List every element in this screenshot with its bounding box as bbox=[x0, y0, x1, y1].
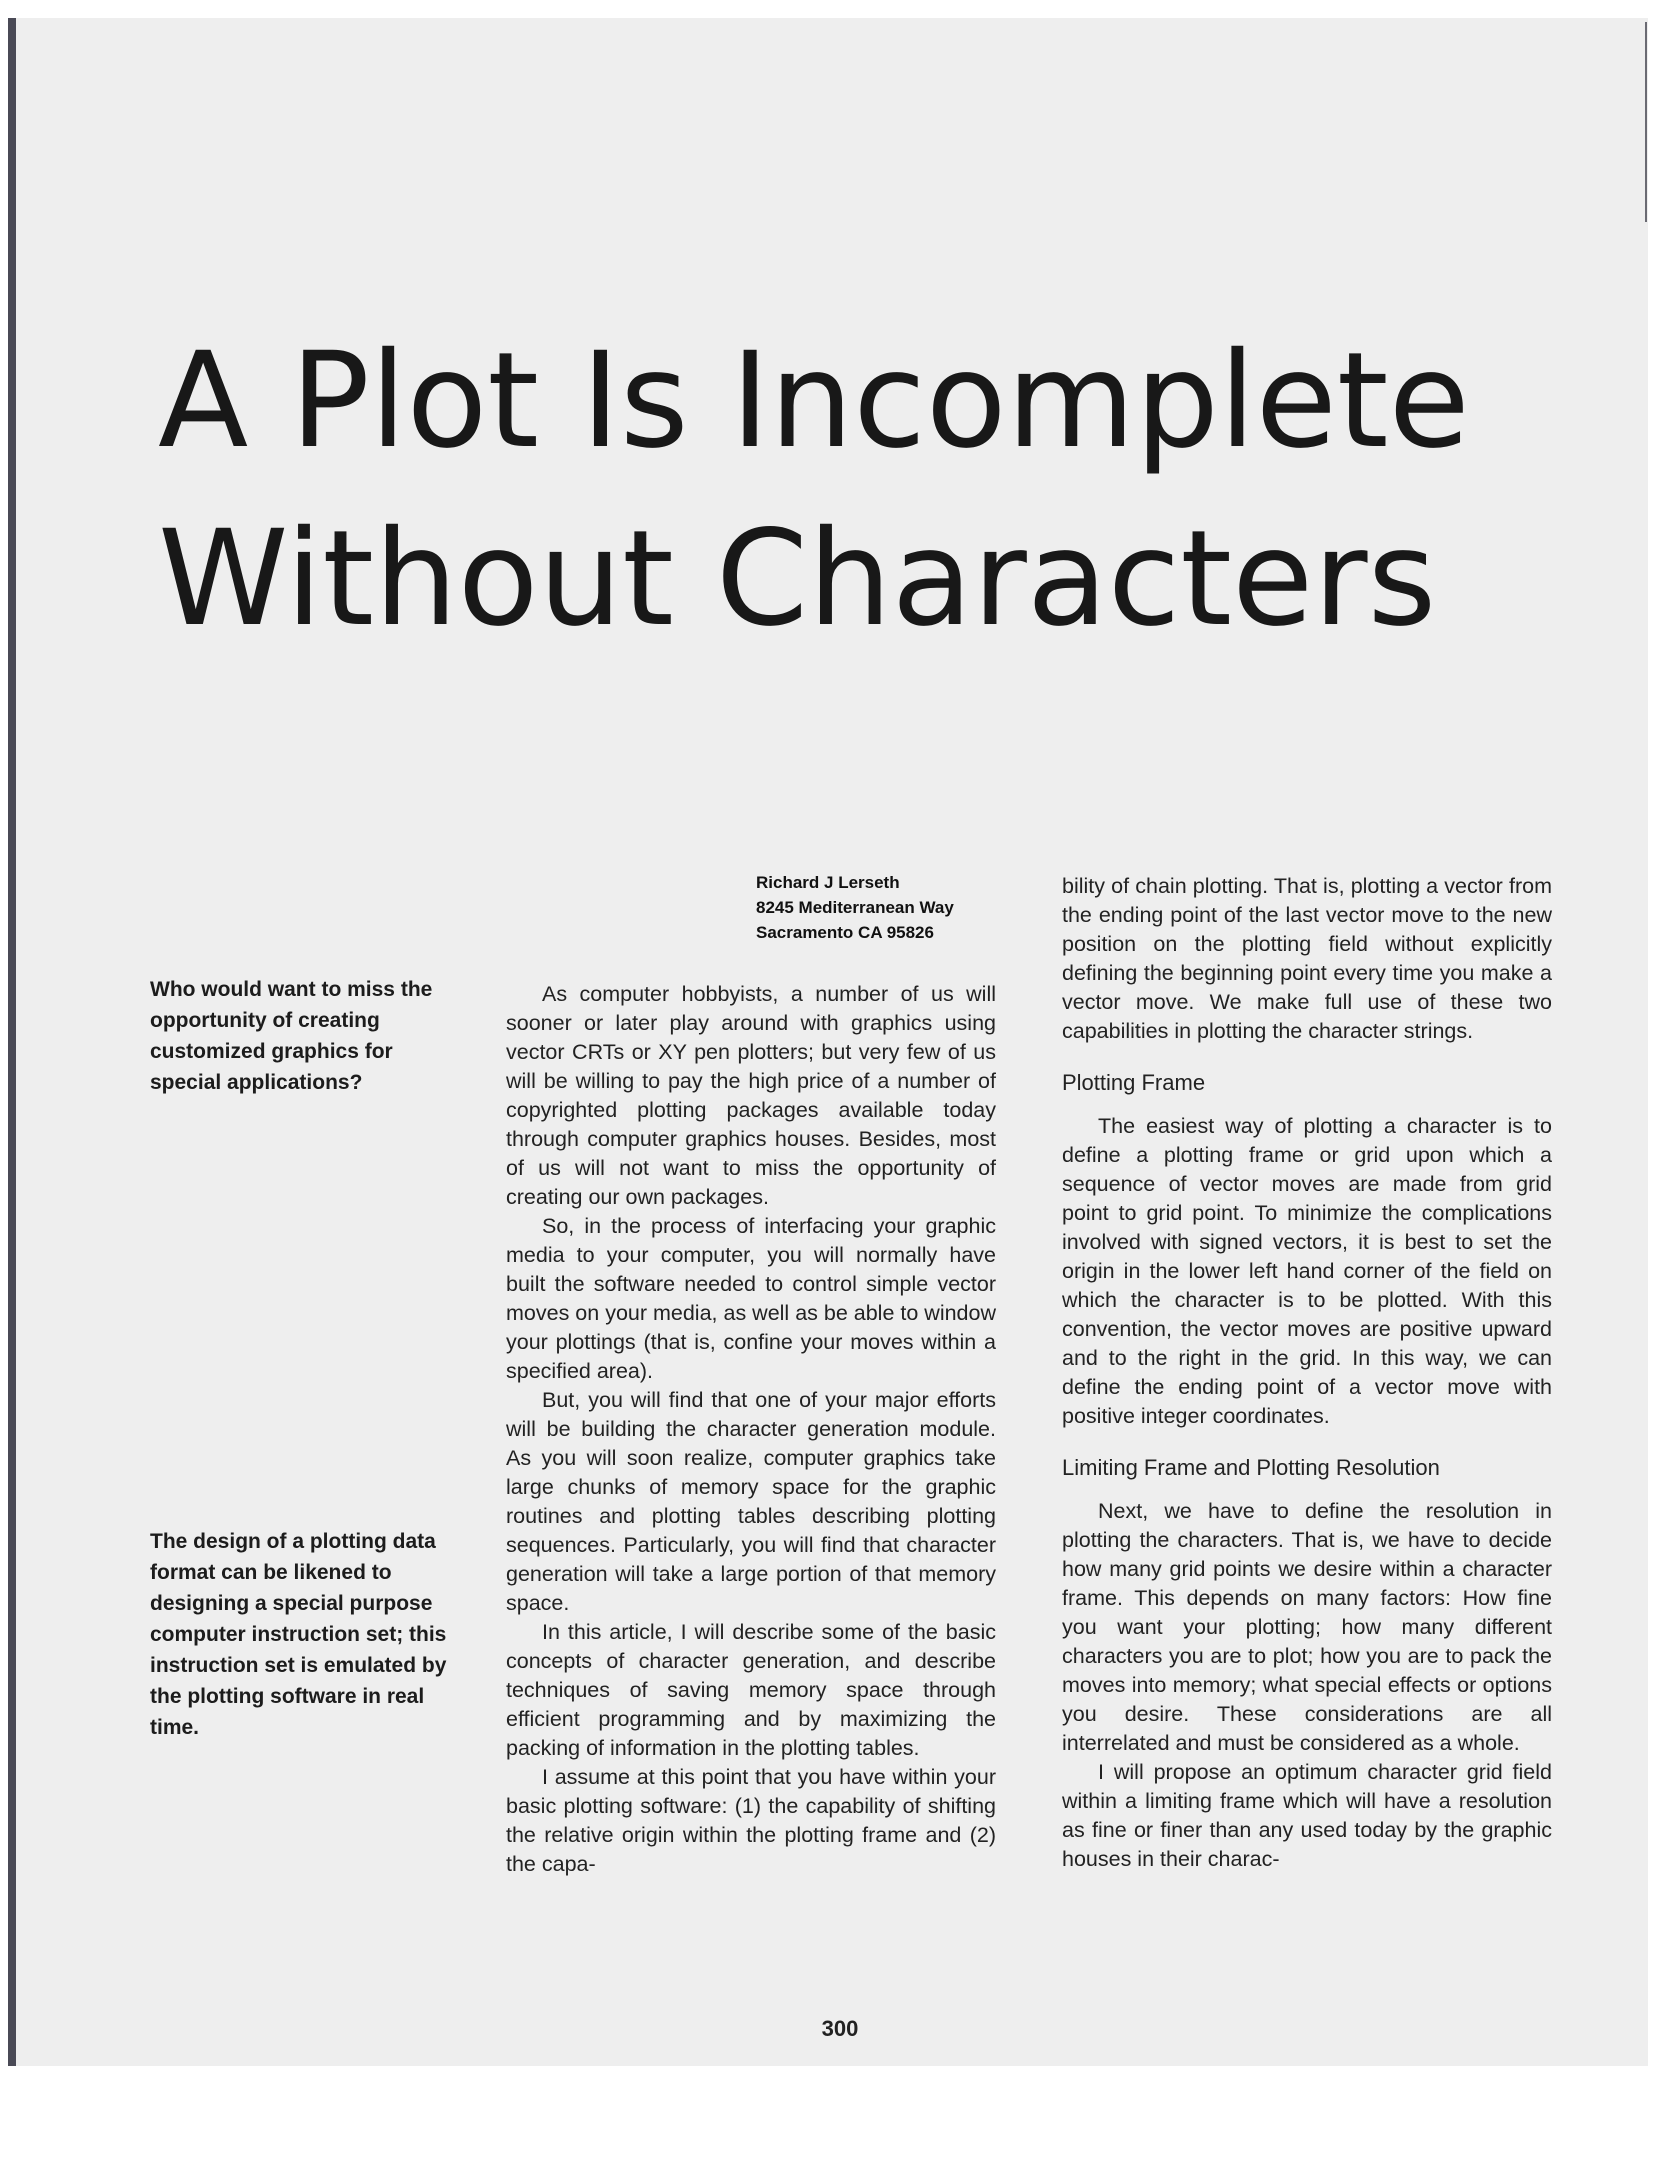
paragraph: I will propose an optimum character grid field within a limiting frame which will have a resolution as fine or finer than any used today by the graphic houses in their charac- bbox=[1062, 1760, 1552, 1871]
page-number: 300 bbox=[821, 2016, 859, 2041]
paragraph: bility of chain plotting. That is, plotting a vector from the ending point of the last vector move to the new position on the plotting field without explicitly defining the beginning point every time you make a vector move. We make full use of these two capabilities in plotting the character strings. bbox=[1062, 874, 1552, 1043]
paragraph: As computer hobbyists, a number of us will sooner or later play around with graphics using vector CRTs or XY pen plotters; but very few of us will be willing to pay the high price of a number of copyrighted plotting packages available today through computer graphics houses. Besides, most of us will not want to miss the opportunity of creating our own packages. bbox=[506, 982, 996, 1209]
paragraph: The easiest way of plotting a character is to define a plotting frame or grid upon which a sequence of vector moves are made from grid point to grid point. To minimize the complications involved with signed vectors, it is best to set the origin in the lower left hand corner of the field on which the character is to be plotted. With this convention, the vector moves are positive upward and to the right in the grid. In this way, we can define the ending point of a vector move with positive integer coordinates. bbox=[1062, 1114, 1552, 1428]
body-column-1 bbox=[506, 980, 996, 1879]
paragraph: I assume at this point that you have within your basic plotting software: (1) the capability of shifting the relative origin within the plotting frame and (2) the capa- bbox=[506, 1765, 996, 1876]
section-heading: Limiting Frame and Plotting Resolution bbox=[1062, 1455, 1440, 1480]
paragraph: So, in the process of interfacing your graphic media to your computer, you will normally have built the software needed to control simple vector moves on your media, as well as be able to window your plottings (that is, confine your moves within a specified area). bbox=[506, 1214, 996, 1383]
page-right-edge bbox=[1645, 22, 1647, 222]
section-heading: Plotting Frame bbox=[1062, 1070, 1206, 1095]
pull-quote-1: Who would want to miss the opportunity of creating customized graphics for special applications? bbox=[150, 978, 433, 1094]
author-byline bbox=[756, 870, 1056, 945]
body-column-2 bbox=[1062, 872, 1552, 1874]
page-left-edge bbox=[8, 18, 16, 2066]
author-street: 8245 Mediterranean Way bbox=[756, 898, 954, 917]
article-title bbox=[158, 312, 1508, 668]
paragraph: Next, we have to define the resolution in plotting the characters. That is, we have to decide how many grid points we desire within a character frame. This depends on many factors: How fine you want your plotting; how many different characters you are to plot; how you are to pack the moves into memory; what special effects or options you desire. These considerations are all interrelated and must be considered as a whole. bbox=[1062, 1499, 1552, 1755]
paragraph: But, you will find that one of your major efforts will be building the character generation module. As you will soon realize, computer graphics take large chunks of memory space for the graphic routines and plotting tables describing plotting sequences. Particularly, you will find that character generation will take a large portion of that memory space. bbox=[506, 1388, 996, 1615]
pull-quote-2: The design of a plotting data format can be likened to designing a special purpose computer instruction set; this instruction set is emulated by the plotting software in real time. bbox=[150, 1530, 447, 1739]
author-name: Richard J Lerseth bbox=[756, 873, 900, 892]
paragraph: In this article, I will describe some of the basic concepts of character generation, and describe techniques of saving memory space through efficient programming and by maximizing the packing of information in the plotting tables. bbox=[506, 1620, 996, 1760]
title-line-2: Without Characters bbox=[158, 502, 1437, 656]
title-line-1: A Plot Is Incomplete bbox=[158, 324, 1470, 478]
author-city: Sacramento CA 95826 bbox=[756, 923, 934, 942]
